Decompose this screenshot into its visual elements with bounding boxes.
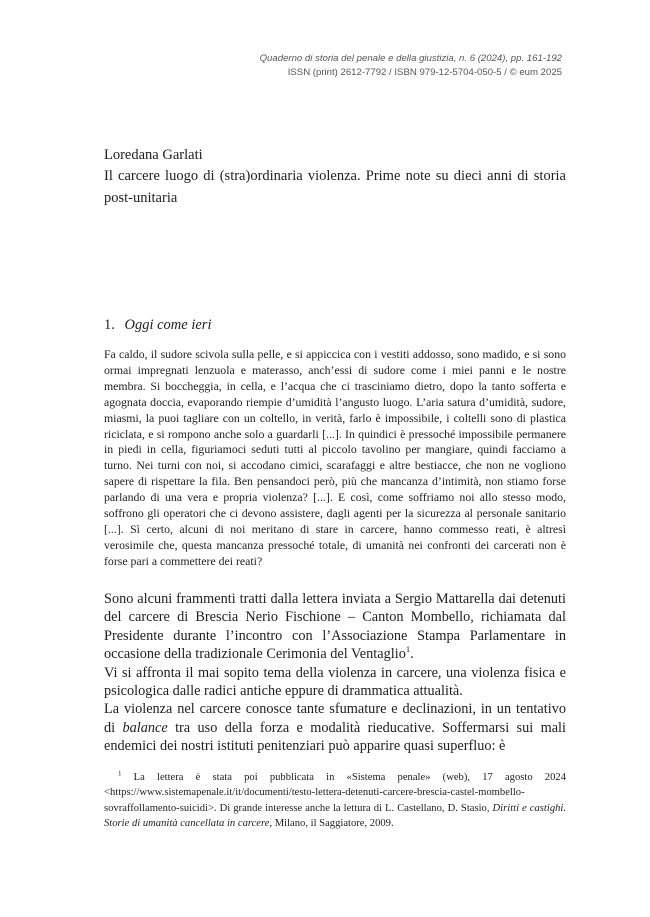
journal-citation: Quaderno di storia del penale e della giustizia, n. 6 (2024), pp. 161-192 [259,53,562,64]
footnote-part: La lettera è stata poi pubblicata in «Sistema penale» (web), 17 agosto 2024 <https://www.sistemapenale.it/it/documenti/testo-lettera-detenuti-carcere-brescia-castel-mombello-sovraffollamento-suicidi>. Di grande interesse anche la lettura di L. Castellano, D. Stasio, [104,772,566,814]
footnote-ref[interactable]: 1 [405,644,411,655]
footnote-mark: 1 [118,769,122,778]
paragraph-text: La violenza nel carcere conosce tante sfumature e declinazioni, in un tentativo di [104,701,566,736]
body-paragraph [104,664,566,701]
section-heading [104,317,211,334]
block-quote [104,347,566,570]
article-title: Il carcere luogo di (stra)ordinaria violenza. Prime note su dieci anni di storia post-unitaria [104,168,566,206]
footnote-book-title: Diritti e castighi. Storie di umanità cancellata in carcere [104,802,566,830]
paragraph-punct: . [410,646,414,663]
issn-line: ISSN (print) 2612-7792 / ISBN 979-12-5704-050-5 / © eum 2025 [287,67,562,78]
emphasis-balance: balance [122,719,168,736]
running-header [260,52,562,80]
body-paragraph [104,700,566,755]
body-paragraph [104,590,566,664]
body-text [104,590,566,756]
footnote-text [104,770,566,832]
footnote [104,770,566,832]
section-title: Oggi come ieri [124,317,212,333]
section-number: 1. [104,317,115,333]
author-name: Loredana Garlati [104,147,203,163]
paragraph-text: Sono alcuni frammenti tratti dalla lettera inviata a Sergio Mattarella dai detenuti del carcere di Brescia Nerio Fischione – Canton Mombello, richiamata dal Presidente durante l’incontro con l’Associazione Stampa Parlamentare in occasione della tradizionale Cerimonia del Ventaglio [104,591,566,663]
paragraph-text: Vi si affronta il mai sopito tema della violenza in carcere, una violenza fisica e psicologica dalle radici antiche eppure di drammatica attualità. [104,664,566,700]
paragraph-text: tra uso della forza e modalità rieducative. Soffermarsi sui mali endemici dei nostri istituti penitenziari può apparire quasi superfluo: è [104,719,566,755]
footnote-part: , Milano, il Saggiatore, 2009. [269,818,394,830]
quote-text: Fa caldo, il sudore scivola sulla pelle, e si appiccica con i vestiti addosso, sono madido, e si sono ormai impregnati lenzuola e materasso, anch’essi di sudore come i miei panni e le nostre membra. Si boccheggia, in cella, e l’acqua che ci trasciniamo dietro, dopo la tanto sofferta e agognata doccia, evaporando riempie d’umidità l’angusto luogo. L’aria satura d’umidità, sudore, miasmi, la puoi tagliare con un coltello, in verità, farlo è impossibile, i coltelli sono di plastica riciclata, e si rompono anche solo a guardarli [...]. In quindici è pressoché impossibile permanere in piedi in cella, figuriamoci seduti tutti al piccolo tavolino per mangiare, quindi facciamo a turno. Nei turni con noi, si accodano cimici, scarafaggi e altre bestiacce, che non ne vogliono sapere di rispettare la fila. Ben pensandoci però, più che mancanza d’intimità, non stiamo forse parlando di una vera e propria violenza? [...]. E così, come soffriamo noi allo stesso modo, soffrono gli operatori che ci devono assistere, dagli agenti per la sicurezza al personale sanitario [...]. Sì certo, alcuni di noi meritano di stare in carcere, hanno commesso reati, è altresì verosimile che, questa mancanza pressoché totale, di umanità nei confronti dei carcerati non è forse pari a commettere dei reati? [104,347,566,568]
